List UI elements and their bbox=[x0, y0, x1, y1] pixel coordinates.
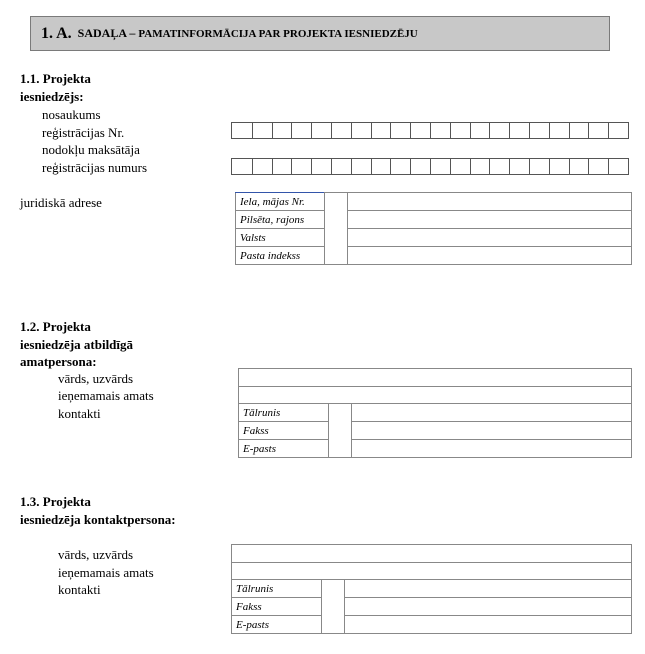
street-input[interactable] bbox=[348, 193, 632, 211]
contact-row bbox=[239, 404, 632, 422]
address-row bbox=[236, 247, 632, 265]
legal-address-table bbox=[235, 192, 632, 265]
contact-field-label: Fakss bbox=[239, 422, 329, 440]
contact-row bbox=[239, 422, 632, 440]
section-1-2-heading-line3: amatpersona: bbox=[20, 354, 97, 369]
section-1-2-heading-line2: iesniedzēja atbildīgā bbox=[20, 337, 134, 352]
address-field-label: Iela, mājas Nr. bbox=[236, 193, 325, 211]
official-contacts-label: kontakti bbox=[58, 406, 101, 421]
section-1-1-heading-line1: 1.1. Projekta bbox=[20, 71, 91, 86]
contact-person-phone-input[interactable] bbox=[345, 580, 632, 598]
tax-label-line1: nodokļu maksātāja bbox=[42, 142, 140, 157]
section-title-part2: PAMATINFORMĀCIJA PAR PROJEKTA IESNIEDZĒJU bbox=[138, 27, 418, 40]
contact-field-label: E-pasts bbox=[232, 616, 322, 634]
section-1-3-heading-line2: iesniedzēja kontaktpersona: bbox=[20, 512, 176, 527]
official-contacts-table bbox=[238, 403, 632, 458]
contact-person-fax-input[interactable] bbox=[345, 598, 632, 616]
contact-row bbox=[239, 440, 632, 458]
contact-row bbox=[232, 616, 632, 634]
contact-field-label: Fakss bbox=[232, 598, 322, 616]
official-position-input[interactable] bbox=[238, 386, 632, 404]
contact-row bbox=[232, 580, 632, 598]
contact-row bbox=[232, 598, 632, 616]
reg-no-input[interactable] bbox=[231, 122, 629, 139]
address-row bbox=[236, 229, 632, 247]
official-fax-input[interactable] bbox=[352, 422, 632, 440]
contact-field-label: Tālrunis bbox=[232, 580, 322, 598]
tax-reg-number-input[interactable] bbox=[231, 158, 629, 175]
contact-field-label: Tālrunis bbox=[239, 404, 329, 422]
legal-address-label: juridiskā adrese bbox=[20, 195, 102, 210]
official-name-input[interactable] bbox=[238, 368, 632, 387]
contact-person-contacts-table bbox=[231, 579, 632, 634]
section-1-2-heading-line1: 1.2. Projekta bbox=[20, 319, 91, 334]
section-title-part1: SADAĻA – bbox=[77, 26, 136, 40]
official-name-label: vārds, uzvārds bbox=[58, 371, 134, 386]
section-number: 1. A. bbox=[41, 24, 72, 42]
official-position-label: ieņemamais amats bbox=[58, 388, 154, 403]
contact-person-position-label: ieņemamais amats bbox=[58, 565, 154, 580]
address-field-label: Valsts bbox=[236, 229, 325, 247]
contact-person-contacts-label: kontakti bbox=[58, 582, 101, 597]
contact-person-email-input[interactable] bbox=[345, 616, 632, 634]
section-1-1-heading-line2: iesniedzējs: bbox=[20, 89, 84, 104]
address-field-label: Pasta indekss bbox=[236, 247, 325, 265]
tax-label-line2: reģistrācijas numurs bbox=[42, 160, 148, 175]
contact-field-label: E-pasts bbox=[239, 440, 329, 458]
official-email-input[interactable] bbox=[352, 440, 632, 458]
applicant-name-label: nosaukums bbox=[42, 107, 101, 122]
section-header-banner bbox=[30, 16, 610, 51]
contact-person-name-label: vārds, uzvārds bbox=[58, 547, 134, 562]
section-1-3-heading-line1: 1.3. Projekta bbox=[20, 494, 91, 509]
reg-no-label: reģistrācijas Nr. bbox=[42, 125, 125, 140]
postal-code-input[interactable] bbox=[348, 247, 632, 265]
contact-person-position-input[interactable] bbox=[231, 562, 632, 580]
official-phone-input[interactable] bbox=[352, 404, 632, 422]
address-row bbox=[236, 211, 632, 229]
city-input[interactable] bbox=[348, 211, 632, 229]
address-field-label: Pilsēta, rajons bbox=[236, 211, 325, 229]
contact-person-name-input[interactable] bbox=[231, 544, 632, 563]
country-input[interactable] bbox=[348, 229, 632, 247]
address-row bbox=[236, 193, 632, 211]
